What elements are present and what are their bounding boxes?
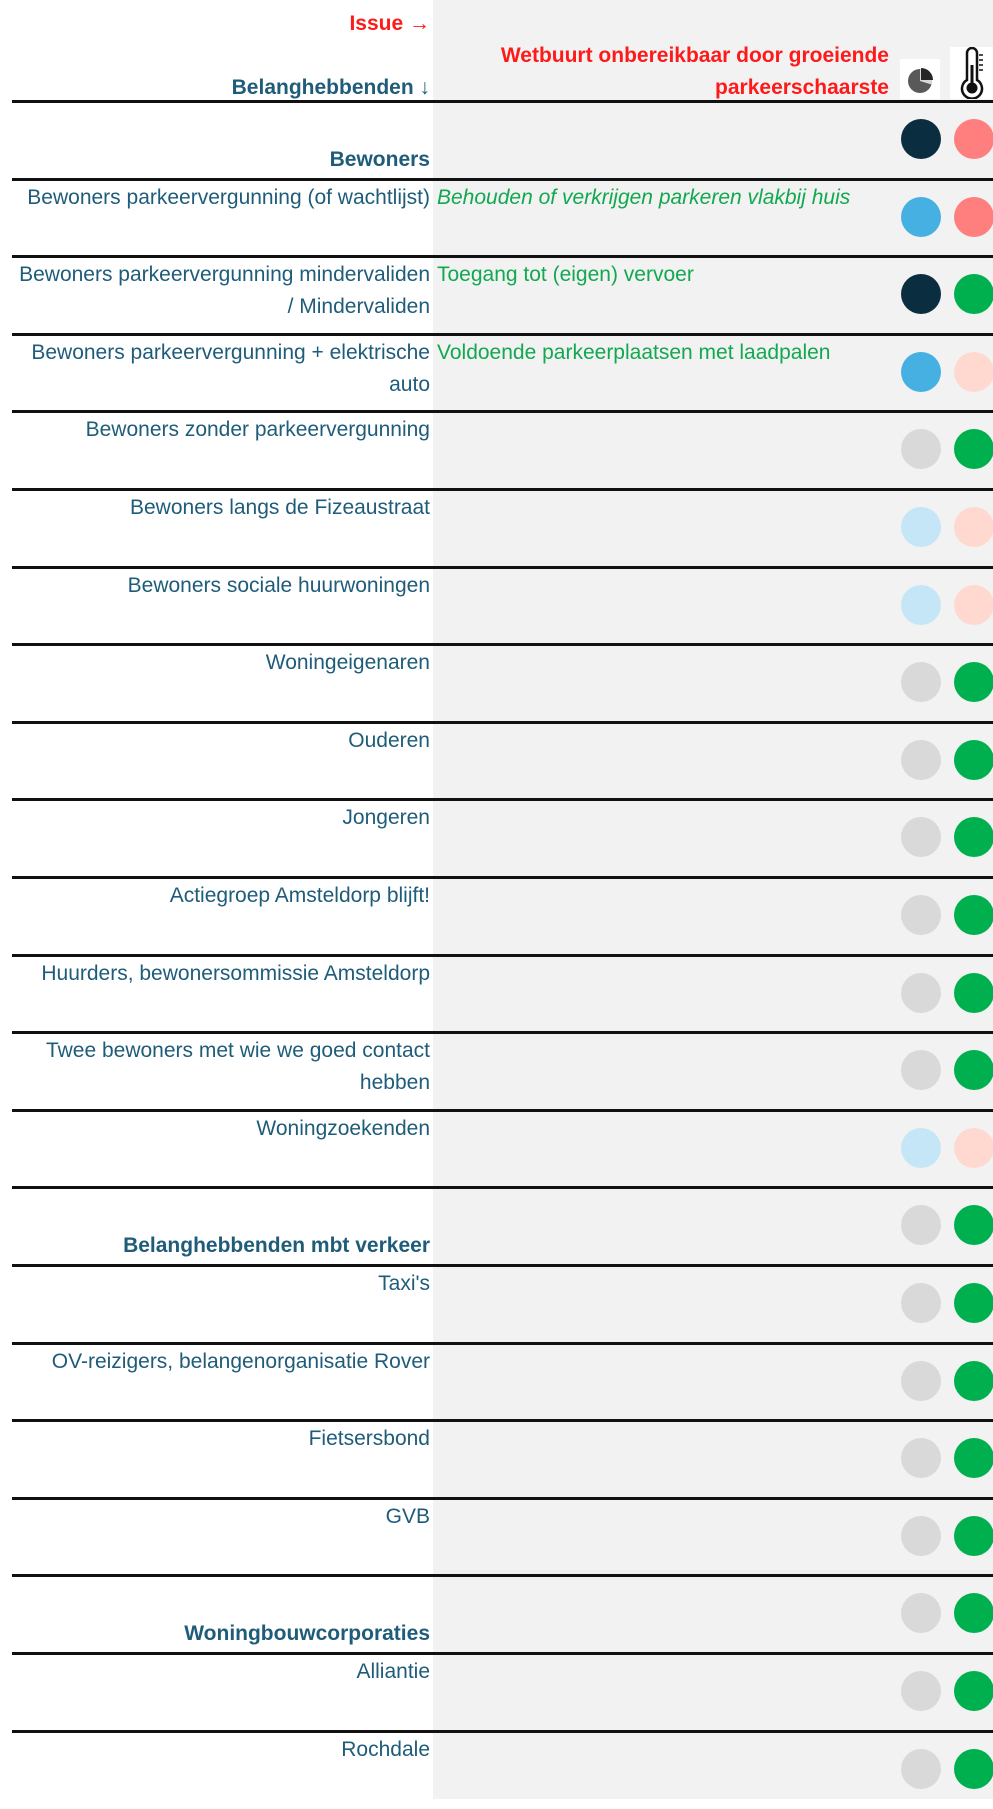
influence-dot <box>901 1438 941 1478</box>
influence-dot <box>901 429 941 469</box>
stakeholder-label: Woningzoekenden <box>256 1116 430 1140</box>
stakeholder-label: Huurders, bewonersommissie Amsteldorp <box>41 961 430 985</box>
group-header-label: Belanghebbenden mbt verkeer <box>123 1234 430 1258</box>
stakeholder-label: Jongeren <box>342 806 430 830</box>
stakeholder-interest: Voldoende parkeerplaatsen met laadpalen <box>437 340 831 364</box>
stakeholder-row <box>0 180 993 257</box>
stakeholder-label: Fietsersbond <box>308 1427 430 1451</box>
influence-dot <box>901 197 941 237</box>
stakeholder-label: Woningeigenaren <box>265 651 430 675</box>
stakeholder-row <box>0 412 993 489</box>
group-header-row <box>0 102 993 179</box>
attitude-dot <box>954 197 993 237</box>
influence-dot <box>901 1205 941 1245</box>
attitude-dot <box>954 274 993 314</box>
stakeholder-row <box>0 490 993 567</box>
attitude-dot <box>954 817 993 857</box>
stakeholder-row <box>0 1654 993 1731</box>
influence-dot <box>901 1749 941 1789</box>
stakeholder-label: Bewoners parkeervergunning + elektrische auto <box>31 340 430 396</box>
group-header-label: Bewoners <box>329 148 430 171</box>
stakeholder-row <box>0 335 993 412</box>
stakeholder-label: Bewoners langs de Fizeaustraat <box>130 496 430 519</box>
stakeholder-label: Actiegroep Amsteldorp blijft! <box>169 884 430 907</box>
influence-dot <box>901 1361 941 1401</box>
stakeholder-interest: Behouden of verkrijgen parkeren vlakbij huis <box>437 185 851 209</box>
thermometer-icon <box>950 47 993 99</box>
attitude-dot <box>954 1283 993 1323</box>
attitude-dot <box>954 352 993 392</box>
influence-dot <box>901 1128 941 1168</box>
issue-title: Wetbuurt onbereikbaar door groeiende parkeerschaarste <box>500 44 889 99</box>
stakeholder-row <box>0 568 993 645</box>
influence-dot <box>901 1516 941 1556</box>
stakeholder-interest: Toegang tot (eigen) vervoer <box>437 263 694 287</box>
stakeholder-row <box>0 956 993 1033</box>
attitude-dot <box>954 1205 993 1245</box>
attitude-dot <box>954 1050 993 1090</box>
stakeholder-label: GVB <box>385 1504 430 1528</box>
stakeholder-label: Rochdale <box>341 1737 430 1761</box>
stakeholder-row <box>0 1033 993 1110</box>
stakeholder-label: OV-reizigers, belangenorganisatie Rover <box>51 1349 430 1373</box>
attitude-dot <box>954 1671 993 1711</box>
attitude-dot <box>954 1749 993 1789</box>
influence-dot <box>901 274 941 314</box>
stakeholder-label: Bewoners parkeervergunning mindervaliden / Mindervaliden <box>19 263 430 319</box>
stakeholder-row <box>0 723 993 800</box>
influence-dot <box>901 662 941 702</box>
attitude-dot <box>954 1593 993 1633</box>
stakeholder-row <box>0 800 993 877</box>
stakeholder-label: Twee bewoners met wie we goed contact hebben <box>45 1039 430 1095</box>
influence-dot <box>901 1671 941 1711</box>
stakeholder-row <box>0 1344 993 1421</box>
group-header-row <box>0 1188 993 1265</box>
attitude-dot <box>954 1438 993 1478</box>
attitude-dot <box>954 507 993 547</box>
stakeholder-row <box>0 1732 993 1809</box>
attitude-dot <box>954 1128 993 1168</box>
influence-dot <box>901 1283 941 1323</box>
stakeholder-row <box>0 1499 993 1576</box>
attitude-dot <box>954 973 993 1013</box>
attitude-dot <box>954 585 993 625</box>
issue-header-label: Issue → <box>349 12 430 35</box>
group-header-label: Woningbouwcorporaties <box>184 1622 430 1646</box>
attitude-dot <box>954 429 993 469</box>
stakeholder-row <box>0 257 993 334</box>
stakeholder-row <box>0 878 993 955</box>
influence-dot <box>901 895 941 935</box>
group-header-row <box>0 1576 993 1653</box>
attitude-dot <box>954 1361 993 1401</box>
attitude-dot <box>954 740 993 780</box>
influence-dot <box>901 973 941 1013</box>
stakeholder-row <box>0 645 993 722</box>
pie-chart-icon <box>900 59 940 99</box>
attitude-dot <box>954 119 993 159</box>
influence-dot <box>901 585 941 625</box>
stakeholder-row <box>0 1111 993 1188</box>
attitude-dot <box>954 895 993 935</box>
stakeholder-row <box>0 1266 993 1343</box>
stakeholder-row <box>0 1421 993 1498</box>
attitude-dot <box>954 1516 993 1556</box>
stakeholder-label: Ouderen <box>348 728 430 752</box>
influence-dot <box>901 507 941 547</box>
influence-dot <box>901 1050 941 1090</box>
stakeholder-label: Bewoners parkeervergunning (of wachtlijst) <box>27 185 430 209</box>
influence-dot <box>901 1593 941 1633</box>
stakeholder-label: Bewoners zonder parkeervergunning <box>85 418 430 442</box>
influence-dot <box>901 817 941 857</box>
stakeholders-header-label: Belanghebbenden ↓ <box>231 76 430 99</box>
influence-dot <box>901 119 941 159</box>
stakeholder-label: Taxi's <box>378 1272 430 1295</box>
influence-dot <box>901 740 941 780</box>
stakeholder-label: Bewoners sociale huurwoningen <box>127 573 430 597</box>
influence-dot <box>901 352 941 392</box>
attitude-dot <box>954 662 993 702</box>
stakeholder-label: Alliantie <box>356 1660 430 1683</box>
